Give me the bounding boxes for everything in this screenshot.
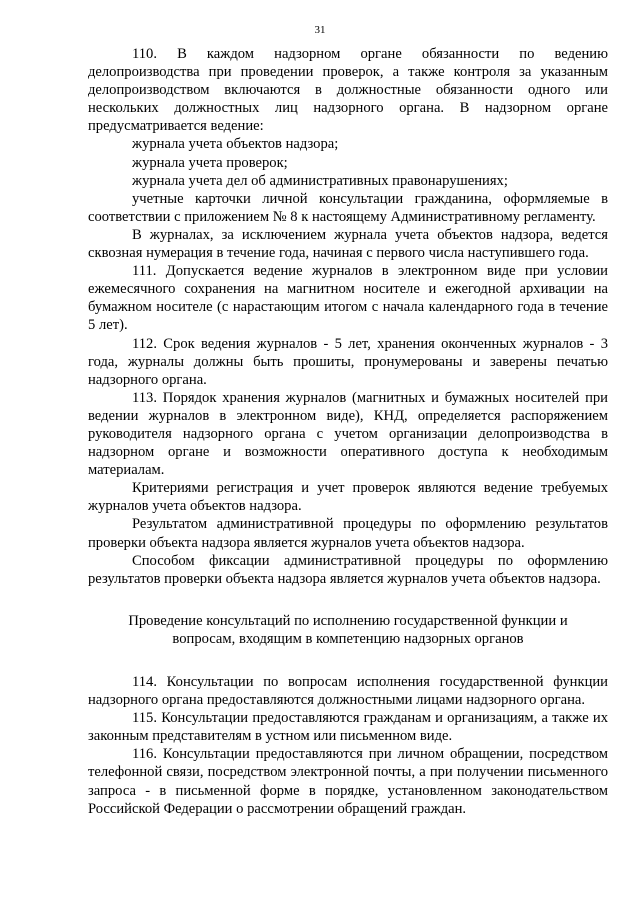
- list-item-violations-journal: журнала учета дел об административных правонарушениях;: [132, 172, 508, 189]
- paragraph-110: 110. В каждом надзорном органе обязанности по ведению делопроизводства при проведении проверок, а также контроля за указанным делопроизводством включаются в должностные обязанности одного или нескольких должностных лиц надзорного органа. В надзорном органе предусматривается ведение:: [88, 46, 608, 135]
- paragraph-fixation: Способом фиксации административной процедуры по оформлению результатов проверки объекта надзора является журналов учета объектов надзора.: [88, 552, 608, 587]
- list-item-consultation-cards: учетные карточки личной консультации гражданина, оформляемые в соответствии с приложением № 8 к настоящему Административному регламенту.: [88, 190, 608, 225]
- paragraph-113: 113. Порядок хранения журналов (магнитных и бумажных носителей при ведении журналов в электронном виде), КНД, определяется распоряжением руководителя надзорного органа с учетом организации делопроизводства в надзорном органе и возможности оперативного доступа к необходимым материалам.: [88, 389, 608, 479]
- paragraph-result: Результатом административной процедуры по оформлению результатов проверки объекта надзора является журналов учета объектов надзора.: [88, 516, 608, 551]
- list-item-objects-journal: журнала учета объектов надзора;: [132, 136, 339, 153]
- section-heading: Проведение консультаций по исполнению государственной функции и вопросам, входящим в компетенцию надзорных органов: [128, 612, 568, 647]
- body-text: [88, 45, 608, 818]
- paragraph-numbering: В журналах, за исключением журнала учета объектов надзора, ведется сквозная нумерация в течение года, начиная с первого числа наступившего года.: [88, 226, 608, 262]
- paragraph-116: 116. Консультации предоставляются при личном обращении, посредством телефонной связи, посредством электронной почты, а при получении письменного запроса - в письменной форме в порядке, установленном законодательством Российской Федерации о рассмотрении обращений граждан.: [88, 746, 608, 817]
- paragraph-115: 115. Консультации предоставляются гражданам и организациям, а также их законным представителям в устном или письменном виде.: [88, 710, 608, 745]
- paragraph-114: 114. Консультации по вопросам исполнения государственной функции надзорного органа предоставляются должностными лицами надзорного органа.: [88, 674, 608, 709]
- page-number: 31: [314, 24, 326, 36]
- paragraph-criteria: Критериями регистрация и учет проверок являются ведение требуемых журналов учета объектов надзора.: [88, 480, 608, 515]
- paragraph-111: 111. Допускается ведение журналов в электронном виде при условии ежемесячного сохранения на магнитном носителе и ежегодной архивации на бумажном носителе (с нарастающим итогом с начала календарного года в течение 5 лет).: [88, 263, 608, 334]
- list-item-inspections-journal: журнала учета проверок;: [132, 154, 288, 171]
- paragraph-112: 112. Срок ведения журналов - 5 лет, хранения оконченных журналов - 3 года, журналы должны быть прошиты, пронумерованы и заверены печатью надзорного органа.: [88, 335, 608, 388]
